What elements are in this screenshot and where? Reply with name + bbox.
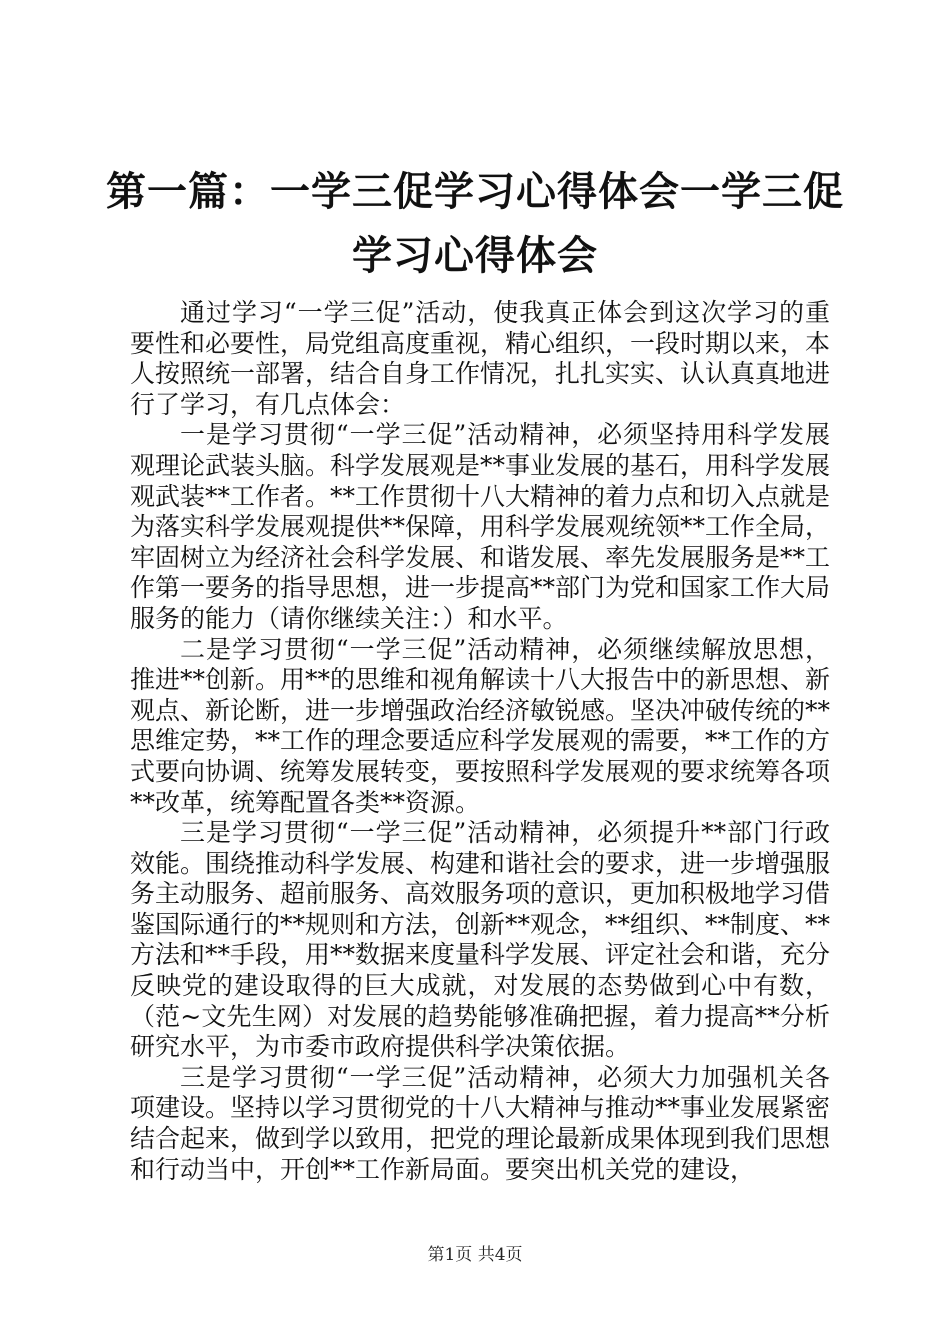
- document-body: [130, 298, 830, 1185]
- paragraph-point-2: 二是学习贯彻“一学三促”活动精神，必须继续解放思想，推进**创新。用**的思维和视角解读十八大报告中的新思想、新观点、新论断，进一步增强政治经济敏锐感。坚决冲破传统的**思维定势，**工作的理念要适应科学发展观的需要，**工作的方式要向协调、统筹发展转变，要按照科学发展观的要求统筹各项**改革，统筹配置各类**资源。: [130, 634, 831, 817]
- paragraph-intro: 通过学习“一学三促”活动，使我真正体会到这次学习的重要性和必要性，局党组高度重视，精心组织，一段时期以来，本人按照统一部署，结合自身工作情况，扎扎实实、认认真真地进行了学习，有几点体会：: [130, 298, 831, 419]
- document-title: 第一篇：一学三促学习心得体会一学三促学习心得体会: [106, 168, 844, 279]
- page-number: 第1页 共4页: [427, 1245, 523, 1265]
- paragraph-point-1: 一是学习贯彻“一学三促”活动精神，必须坚持用科学发展观理论武装头脑。科学发展观是**事业发展的基石，用科学发展观武装**工作者。**工作贯彻十八大精神的着力点和切入点就是为落实科学发展观提供**保障，用科学发展观统领**工作全局，牢固树立为经济社会科学发展、和谐发展、率先发展服务是**工作第一要务的指导思想，进一步提高**部门为党和国家工作大局服务的能力（请你继续关注：）和水平。: [130, 420, 831, 633]
- paragraph-point-3: 三是学习贯彻“一学三促”活动精神，必须提升**部门行政效能。围绕推动科学发展、构建和谐社会的要求，进一步增强服务主动服务、超前服务、高效服务项的意识，更加积极地学习借鉴国际通行的**规则和方法，创新**观念，**组织、**制度、**方法和**手段，用**数据来度量科学发展、评定社会和谐，充分反映党的建设取得的巨大成就，对发展的态势做到心中有数，（范~文先生网）对发展的趋势能够准确把握，着力提高**分析研究水平，为市委市政府提供科学决策依据。: [130, 818, 831, 1062]
- paragraph-point-4: 三是学习贯彻“一学三促”活动精神，必须大力加强机关各项建设。坚持以学习贯彻党的十八大精神与推动**事业发展紧密结合起来，做到学以致用，把党的理论最新成果体现到我们思想和行动当中，开创**工作新局面。要突出机关党的建设，: [130, 1062, 831, 1184]
